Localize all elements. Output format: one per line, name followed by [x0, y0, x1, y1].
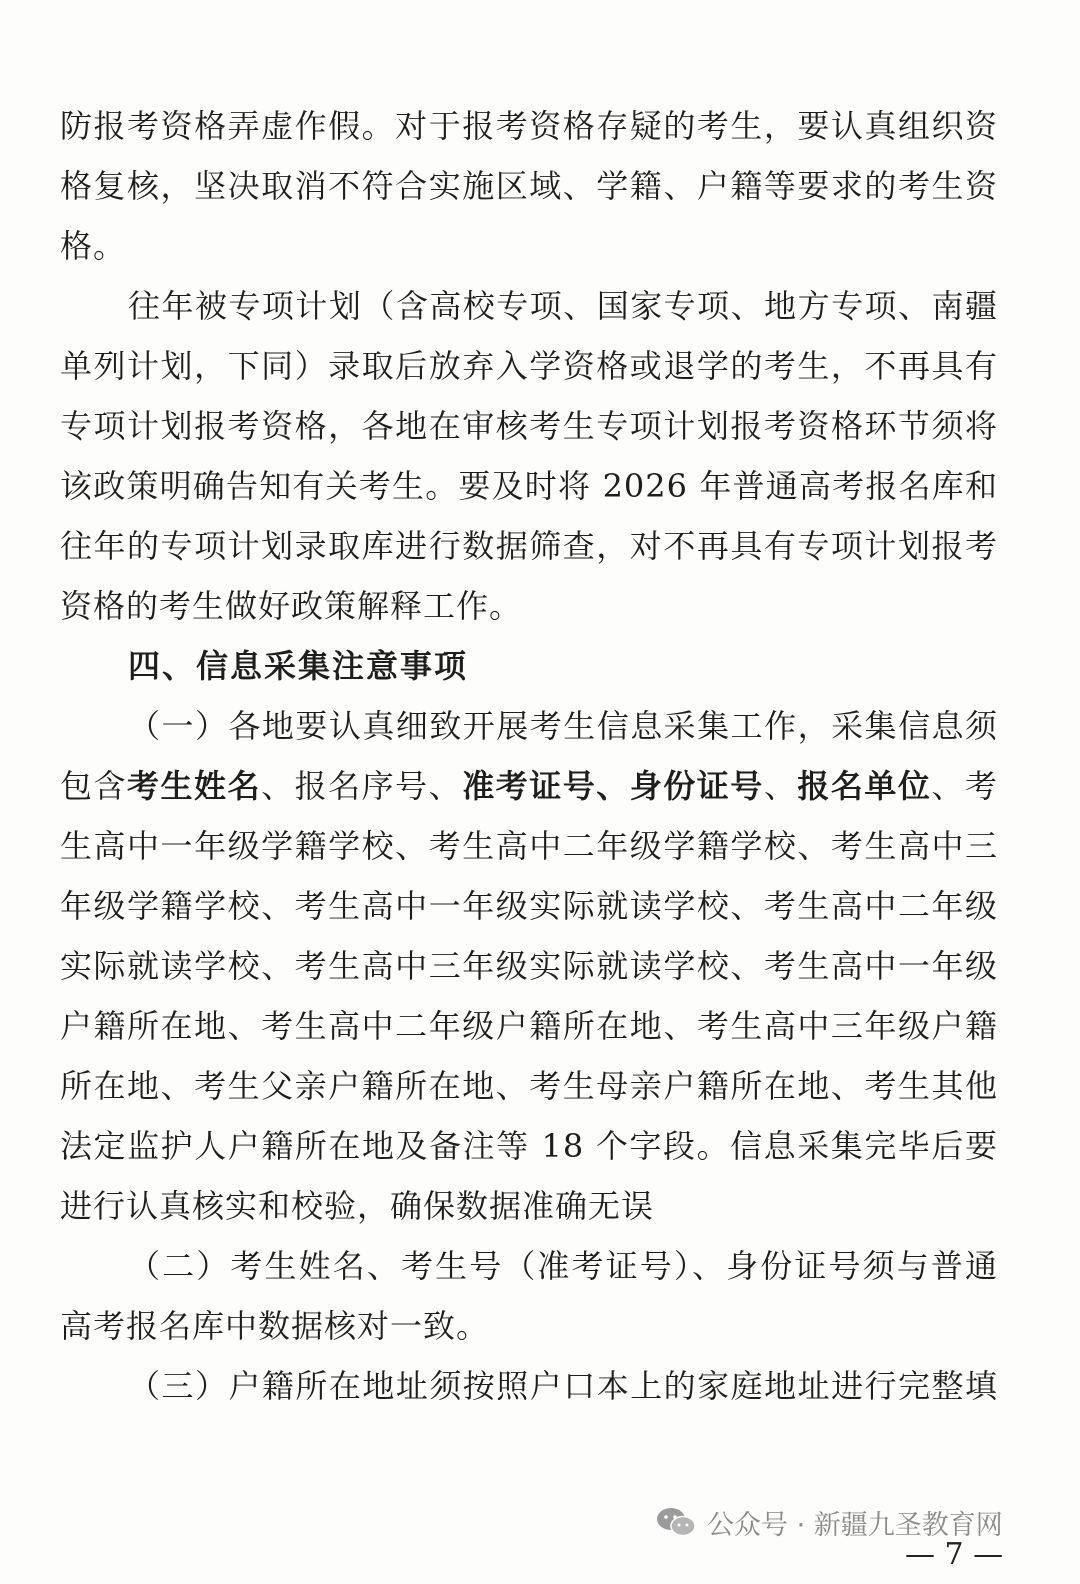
bold-field-name: 准考证号、身份证号: [462, 767, 764, 805]
paragraph-line: 资格的考生做好政策解释工作。: [60, 587, 523, 625]
text-run: 、: [763, 767, 798, 805]
paragraph-line: 年级学籍学校、考生高中一年级实际就读学校、考生高中二年级: [60, 887, 998, 925]
paragraph-line-with-bold: [60, 756, 998, 816]
paragraph-line: 所在地、考生父亲户籍所在地、考生母亲户籍所在地、考生其他: [60, 1067, 998, 1105]
paragraph-line: 进行认真核实和校验，确保数据准确无误: [60, 1187, 655, 1225]
paragraph-line: 实际就读学校、考生高中三年级实际就读学校、考生高中一年级: [60, 947, 998, 985]
paragraph-line: 生高中一年级学籍学校、考生高中二年级学籍学校、考生高中三: [60, 827, 998, 865]
paragraph-line: 往年的专项计划录取库进行数据筛查，对不再具有专项计划报考: [60, 527, 998, 565]
paragraph-line: 户籍所在地、考生高中二年级户籍所在地、考生高中三年级户籍: [60, 1007, 998, 1045]
paragraph-line: （三）户籍所在地址须按照户口本上的家庭地址进行完整填: [128, 1367, 998, 1405]
paragraph-line: 防报考资格弄虚作假。对于报考资格存疑的考生，要认真组织资: [60, 107, 998, 145]
paragraph-line: 单列计划，下同）录取后放弃入学资格或退学的考生，不再具有: [60, 347, 998, 385]
text-run: 、考: [931, 767, 998, 805]
paragraph-line: 高考报名库中数据核对一致。: [60, 1307, 490, 1345]
bold-field-name: 报名单位: [797, 767, 932, 805]
watermark-text: 公众号 · 新疆九圣教育网: [707, 1509, 1003, 1541]
paragraph-line: 法定监护人户籍所在地及备注等 18 个字段。信息采集完毕后要: [60, 1127, 998, 1165]
paragraph-line: （一）各地要认真细致开展考生信息采集工作，采集信息须: [128, 707, 998, 745]
paragraph-line: 该政策明确告知有关考生。要及时将 2026 年普通高考报名库和: [60, 467, 998, 505]
page-number: — 7 —: [905, 1537, 1004, 1572]
paragraph-line: 格复核，坚决取消不符合实施区域、学籍、户籍等要求的考生资: [60, 167, 998, 205]
text-run: 、报名序号、: [261, 767, 463, 805]
bold-field-name: 考生姓名: [127, 767, 262, 805]
paragraph-line: 专项计划报考资格，各地在审核考生专项计划报考资格环节须将: [60, 407, 998, 445]
section-heading: 四、信息采集注意事项: [128, 647, 469, 685]
paragraph-line: 往年被专项计划（含高校专项、国家专项、地方专项、南疆: [128, 287, 998, 325]
paragraph-line: 格。: [60, 227, 127, 265]
text-run: 包含: [60, 767, 128, 805]
wechat-icon: [655, 1506, 697, 1538]
paragraph-line: （二）考生姓名、考生号（准考证号）、身份证号须与普通: [128, 1247, 998, 1285]
